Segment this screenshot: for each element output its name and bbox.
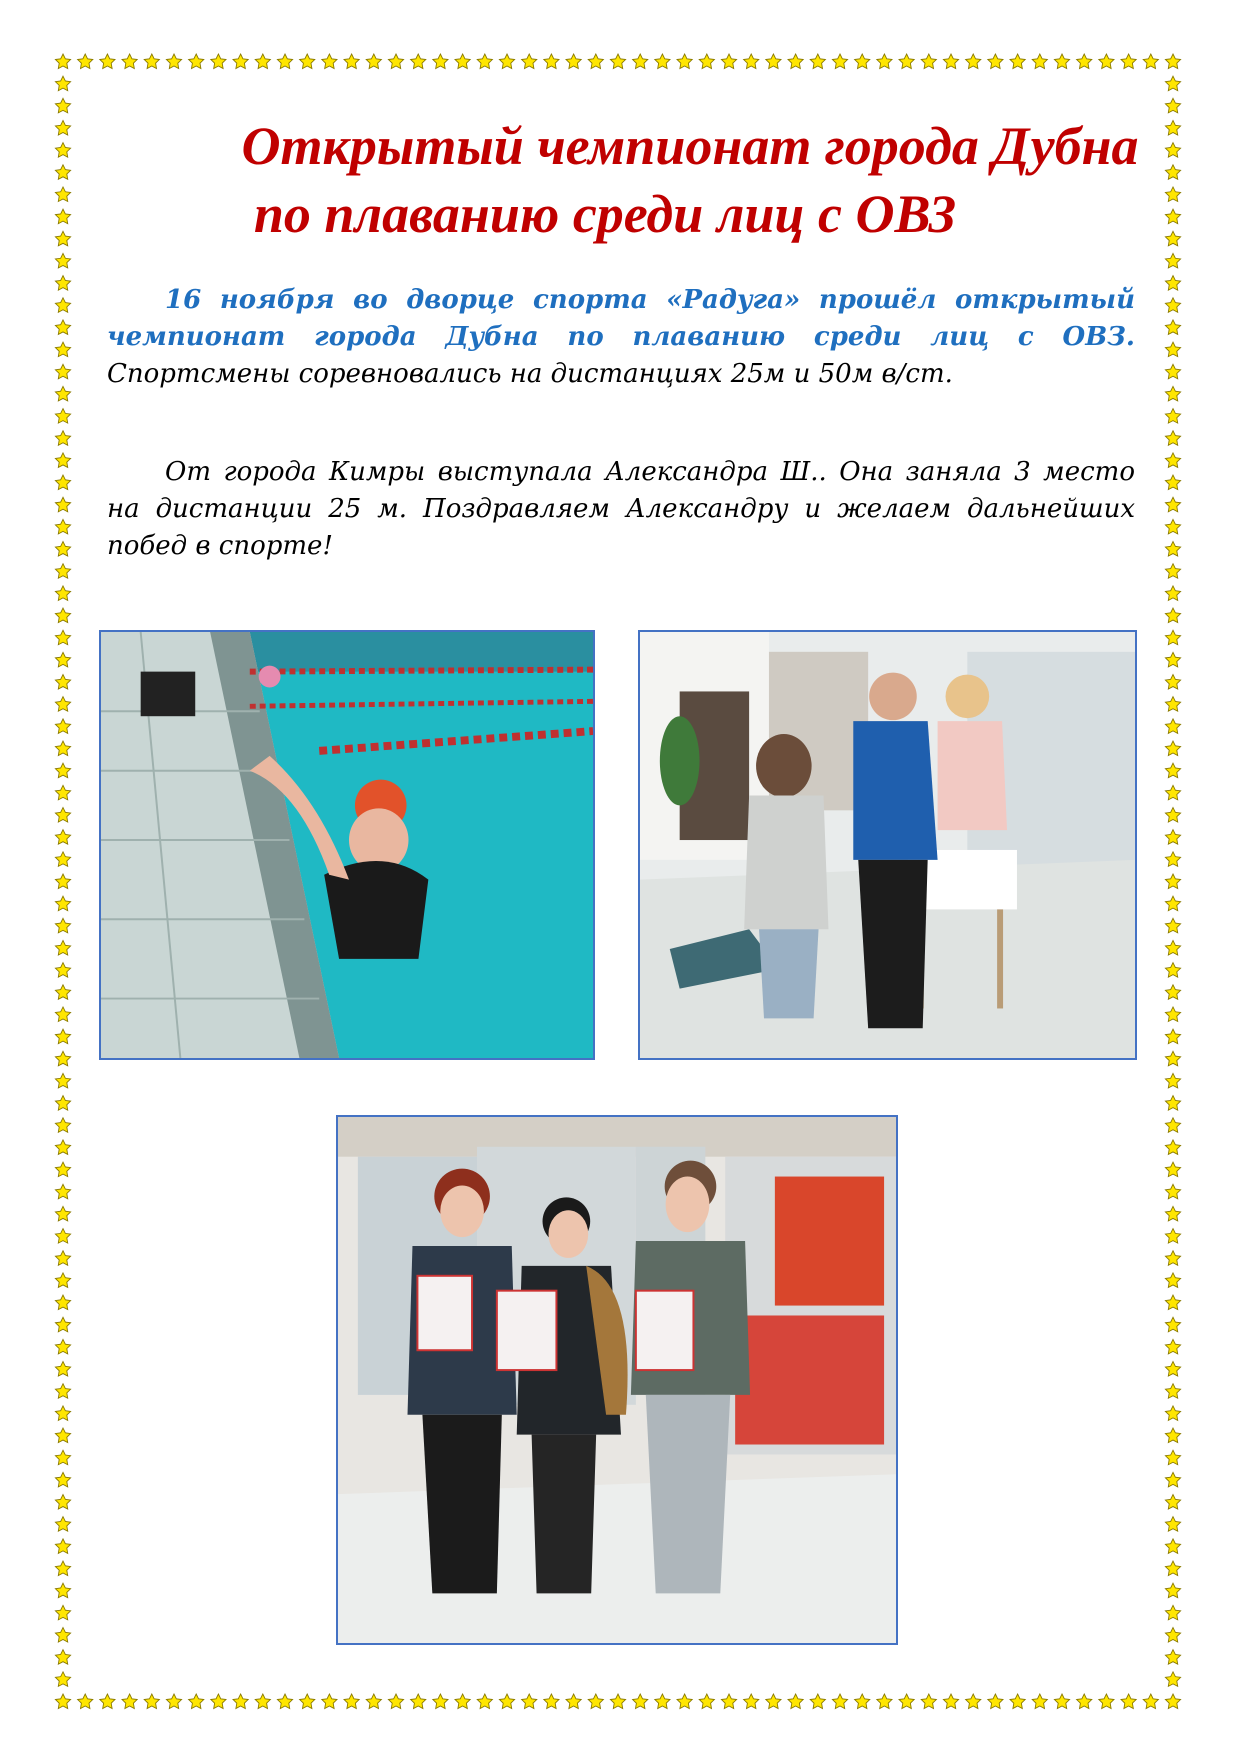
border-star-icon: [744, 54, 759, 69]
border-star-icon: [943, 54, 958, 69]
border-star-icon: [1099, 54, 1114, 69]
border-star-icon: [55, 431, 70, 446]
paragraph-result: [107, 454, 1135, 565]
title-line-1: Открытый чемпионат города Дубна: [241, 116, 1139, 176]
border-star-icon: [1165, 852, 1180, 867]
border-star-icon: [55, 1162, 70, 1177]
border-star-icon: [1165, 475, 1180, 490]
border-star-icon: [55, 652, 70, 667]
border-star-icon: [1165, 1029, 1180, 1044]
event-highlight-text: 16 ноября во дворце спорта «Радуга» прошёл открытый чемпионат города Дубна по плаванию среди лиц с ОВЗ.: [107, 285, 1135, 352]
border-star-icon: [211, 1694, 226, 1709]
border-star-icon: [1165, 453, 1180, 468]
border-star-icon: [1165, 896, 1180, 911]
border-star-icon: [55, 1317, 70, 1332]
border-star-icon: [55, 675, 70, 690]
border-star-icon: [55, 1517, 70, 1532]
border-star-icon: [1032, 1694, 1047, 1709]
border-star-icon: [1165, 918, 1180, 933]
border-star-icon: [1165, 1384, 1180, 1399]
border-star-icon: [55, 320, 70, 335]
border-star-icon: [55, 896, 70, 911]
border-star-icon: [1165, 409, 1180, 424]
border-star-icon: [366, 54, 381, 69]
border-star-icon: [1165, 1517, 1180, 1532]
border-star-icon: [55, 1229, 70, 1244]
border-star-icon: [55, 1007, 70, 1022]
border-star-icon: [322, 54, 337, 69]
border-star-icon: [344, 1694, 359, 1709]
border-star-icon: [233, 54, 248, 69]
border-star-icon: [55, 386, 70, 401]
border-star-icon: [55, 364, 70, 379]
swimmer-in-pool-photo: [99, 630, 595, 1060]
border-star-icon: [1165, 1495, 1180, 1510]
border-star-icon: [633, 1694, 648, 1709]
border-star-icon: [477, 1694, 492, 1709]
border-star-icon: [55, 1251, 70, 1266]
border-star-icon: [744, 1694, 759, 1709]
border-star-icon: [877, 1694, 892, 1709]
border-star-icon: [1165, 719, 1180, 734]
border-star-icon: [1143, 54, 1158, 69]
border-star-icon: [1165, 1162, 1180, 1177]
border-star-icon: [655, 54, 670, 69]
border-star-icon: [55, 542, 70, 557]
border-star-icon: [544, 54, 559, 69]
border-star-icon: [55, 830, 70, 845]
border-star-icon: [1165, 276, 1180, 291]
border-star-icon: [55, 1450, 70, 1465]
border-star-icon: [1165, 697, 1180, 712]
border-star-icon: [1165, 1118, 1180, 1133]
border-star-icon: [1165, 985, 1180, 1000]
border-star-icon: [1165, 963, 1180, 978]
border-star-icon: [55, 497, 70, 512]
border-star-icon: [1032, 54, 1047, 69]
border-star-icon: [55, 76, 70, 91]
border-star-icon: [322, 1694, 337, 1709]
border-star-icon: [55, 630, 70, 645]
border-star-icon: [55, 519, 70, 534]
border-star-icon: [300, 1694, 315, 1709]
border-star-icon: [55, 874, 70, 889]
border-star-icon: [189, 54, 204, 69]
border-star-icon: [55, 1583, 70, 1598]
border-star-icon: [921, 1694, 936, 1709]
border-star-icon: [988, 1694, 1003, 1709]
border-star-icon: [1165, 386, 1180, 401]
border-star-icon: [55, 1051, 70, 1066]
border-star-icon: [55, 808, 70, 823]
border-star-icon: [788, 1694, 803, 1709]
border-star-icon: [832, 1694, 847, 1709]
border-star-icon: [633, 54, 648, 69]
border-star-icon: [810, 1694, 825, 1709]
border-star-icon: [455, 54, 470, 69]
border-star-icon: [1165, 1628, 1180, 1643]
border-star-icon: [255, 54, 270, 69]
border-star-icon: [1165, 497, 1180, 512]
border-star-icon: [655, 1694, 670, 1709]
border-star-icon: [899, 54, 914, 69]
border-star-icon: [55, 1406, 70, 1421]
border-star-icon: [55, 1096, 70, 1111]
border-star-icon: [1165, 564, 1180, 579]
border-star-icon: [1165, 1295, 1180, 1310]
border-star-icon: [433, 54, 448, 69]
border-star-icon: [277, 54, 292, 69]
border-star-icon: [677, 54, 692, 69]
border-star-icon: [55, 963, 70, 978]
border-star-icon: [55, 342, 70, 357]
border-star-icon: [55, 1694, 70, 1709]
border-star-icon: [1165, 1184, 1180, 1199]
border-star-icon: [1165, 830, 1180, 845]
border-star-icon: [144, 54, 159, 69]
border-star-icon: [55, 1118, 70, 1133]
border-star-icon: [55, 1140, 70, 1155]
border-star-icon: [55, 1605, 70, 1620]
border-star-icon: [55, 253, 70, 268]
border-star-icon: [411, 1694, 426, 1709]
border-star-icon: [1165, 1007, 1180, 1022]
border-star-icon: [55, 165, 70, 180]
border-star-icon: [55, 1273, 70, 1288]
border-star-icon: [1165, 1650, 1180, 1665]
border-star-icon: [588, 54, 603, 69]
border-star-icon: [55, 1339, 70, 1354]
border-star-icon: [1165, 608, 1180, 623]
border-star-icon: [566, 1694, 581, 1709]
border-star-icon: [55, 1428, 70, 1443]
border-star-icon: [189, 1694, 204, 1709]
page-title: [120, 112, 1170, 248]
border-star-icon: [411, 54, 426, 69]
border-star-icon: [1165, 1362, 1180, 1377]
border-star-icon: [499, 54, 514, 69]
border-star-icon: [55, 1628, 70, 1643]
border-star-icon: [1010, 54, 1025, 69]
border-star-icon: [233, 1694, 248, 1709]
border-star-icon: [1165, 1605, 1180, 1620]
border-star-icon: [100, 1694, 115, 1709]
border-star-icon: [1165, 1539, 1180, 1554]
border-star-icon: [55, 453, 70, 468]
border-star-icon: [277, 1694, 292, 1709]
border-star-icon: [55, 1650, 70, 1665]
border-star-icon: [1165, 298, 1180, 313]
border-star-icon: [1165, 1339, 1180, 1354]
border-star-icon: [1165, 1428, 1180, 1443]
border-star-icon: [122, 54, 137, 69]
border-star-icon: [55, 608, 70, 623]
border-star-icon: [1165, 1073, 1180, 1088]
border-star-icon: [366, 1694, 381, 1709]
border-star-icon: [55, 187, 70, 202]
border-star-icon: [55, 1472, 70, 1487]
border-star-icon: [1165, 1672, 1180, 1687]
border-star-icon: [1054, 1694, 1069, 1709]
border-star-icon: [55, 231, 70, 246]
border-star-icon: [55, 940, 70, 955]
border-star-icon: [766, 1694, 781, 1709]
border-star-icon: [966, 54, 981, 69]
border-star-icon: [610, 54, 625, 69]
border-star-icon: [1165, 1406, 1180, 1421]
border-star-icon: [988, 54, 1003, 69]
border-star-icon: [55, 1362, 70, 1377]
paragraph-event: [107, 282, 1135, 393]
border-star-icon: [55, 1073, 70, 1088]
border-star-icon: [1165, 808, 1180, 823]
border-star-icon: [855, 1694, 870, 1709]
border-star-icon: [55, 143, 70, 158]
border-star-icon: [721, 1694, 736, 1709]
border-star-icon: [1165, 253, 1180, 268]
border-star-icon: [55, 1672, 70, 1687]
border-star-icon: [788, 54, 803, 69]
border-star-icon: [1165, 652, 1180, 667]
border-star-icon: [566, 54, 581, 69]
border-star-icon: [699, 54, 714, 69]
border-star-icon: [1165, 586, 1180, 601]
border-star-icon: [55, 586, 70, 601]
border-star-icon: [55, 985, 70, 1000]
border-star-icon: [810, 54, 825, 69]
border-star-icon: [455, 1694, 470, 1709]
border-star-icon: [55, 564, 70, 579]
border-star-icon: [1121, 54, 1136, 69]
border-star-icon: [1165, 1051, 1180, 1066]
border-star-icon: [344, 54, 359, 69]
border-star-icon: [211, 54, 226, 69]
border-star-icon: [1165, 542, 1180, 557]
result-text: От города Кимры выступала Александра Ш.. Она заняла 3 место на дистанции 25 м. Поздравляем Александру и желаем дальнейших побед в спорте!: [107, 457, 1135, 561]
border-star-icon: [699, 1694, 714, 1709]
border-star-icon: [1165, 1206, 1180, 1221]
border-star-icon: [1165, 940, 1180, 955]
medal-ceremony-photo: [638, 630, 1137, 1060]
border-star-icon: [55, 1295, 70, 1310]
border-star-icon: [388, 54, 403, 69]
border-star-icon: [55, 409, 70, 424]
border-star-icon: [1165, 76, 1180, 91]
border-star-icon: [1165, 431, 1180, 446]
border-star-icon: [55, 697, 70, 712]
border-star-icon: [166, 1694, 181, 1709]
border-star-icon: [1165, 874, 1180, 889]
border-star-icon: [100, 54, 115, 69]
border-star-icon: [55, 209, 70, 224]
border-star-icon: [832, 54, 847, 69]
border-star-icon: [300, 54, 315, 69]
border-star-icon: [55, 719, 70, 734]
border-star-icon: [721, 54, 736, 69]
border-star-icon: [144, 1694, 159, 1709]
border-star-icon: [255, 1694, 270, 1709]
border-star-icon: [1165, 1317, 1180, 1332]
border-star-icon: [1165, 1251, 1180, 1266]
border-star-icon: [477, 54, 492, 69]
border-star-icon: [1165, 342, 1180, 357]
border-star-icon: [55, 120, 70, 135]
border-star-icon: [1165, 1472, 1180, 1487]
border-star-icon: [1165, 1096, 1180, 1111]
border-star-icon: [1165, 364, 1180, 379]
border-star-icon: [677, 1694, 692, 1709]
border-star-icon: [1165, 763, 1180, 778]
border-star-icon: [1165, 1273, 1180, 1288]
border-star-icon: [1165, 630, 1180, 645]
border-star-icon: [55, 1384, 70, 1399]
border-star-icon: [55, 1495, 70, 1510]
border-star-icon: [766, 54, 781, 69]
border-star-icon: [1165, 519, 1180, 534]
border-star-icon: [55, 1029, 70, 1044]
border-star-icon: [55, 98, 70, 113]
border-star-icon: [55, 1561, 70, 1576]
border-star-icon: [943, 1694, 958, 1709]
border-star-icon: [55, 918, 70, 933]
border-star-icon: [1165, 1450, 1180, 1465]
border-star-icon: [166, 54, 181, 69]
border-star-icon: [1165, 320, 1180, 335]
border-star-icon: [899, 1694, 914, 1709]
winners-podium-photo: [336, 1115, 898, 1645]
border-star-icon: [433, 1694, 448, 1709]
border-star-icon: [55, 475, 70, 490]
border-star-icon: [544, 1694, 559, 1709]
border-star-icon: [55, 763, 70, 778]
border-star-icon: [522, 54, 537, 69]
title-line-2: по плаванию среди лиц с ОВЗ: [253, 184, 957, 244]
border-star-icon: [1054, 54, 1069, 69]
border-star-icon: [55, 298, 70, 313]
border-star-icon: [966, 1694, 981, 1709]
border-star-icon: [877, 54, 892, 69]
border-star-icon: [1165, 1583, 1180, 1598]
border-star-icon: [610, 1694, 625, 1709]
border-star-icon: [55, 785, 70, 800]
border-star-icon: [78, 1694, 93, 1709]
border-star-icon: [1121, 1694, 1136, 1709]
border-star-icon: [1165, 675, 1180, 690]
border-star-icon: [1165, 54, 1180, 69]
border-star-icon: [55, 1206, 70, 1221]
border-star-icon: [78, 54, 93, 69]
border-star-icon: [55, 1539, 70, 1554]
border-star-icon: [921, 54, 936, 69]
border-star-icon: [1010, 1694, 1025, 1709]
event-distances-text: Спортсмены соревновались на дистанциях 25м и 50м в/ст.: [107, 359, 953, 389]
border-star-icon: [1165, 1694, 1180, 1709]
border-star-icon: [499, 1694, 514, 1709]
border-star-icon: [1165, 785, 1180, 800]
border-star-icon: [1165, 1140, 1180, 1155]
border-star-icon: [1165, 98, 1180, 113]
border-star-icon: [1143, 1694, 1158, 1709]
border-star-icon: [855, 54, 870, 69]
border-star-icon: [55, 54, 70, 69]
border-star-icon: [588, 1694, 603, 1709]
border-star-icon: [122, 1694, 137, 1709]
border-star-icon: [522, 1694, 537, 1709]
border-star-icon: [55, 741, 70, 756]
border-star-icon: [1165, 741, 1180, 756]
border-star-icon: [55, 852, 70, 867]
border-star-icon: [1077, 1694, 1092, 1709]
border-star-icon: [1165, 1561, 1180, 1576]
border-star-icon: [1077, 54, 1092, 69]
border-star-icon: [1099, 1694, 1114, 1709]
border-star-icon: [55, 276, 70, 291]
border-star-icon: [1165, 1229, 1180, 1244]
border-star-icon: [388, 1694, 403, 1709]
border-star-icon: [55, 1184, 70, 1199]
